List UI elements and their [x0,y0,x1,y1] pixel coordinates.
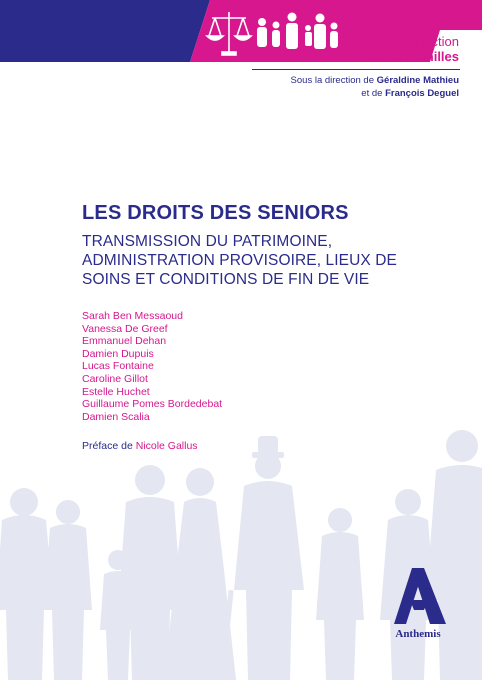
author-name: Estelle Huchet [82,385,150,398]
author-name: Damien Dupuis [82,347,154,360]
editor-name: Géraldine Mathieu [376,75,459,86]
subtitle-line: TRANSMISSION DU PATRIMOINE, [82,233,333,250]
author-name: Damien Scalia [82,410,150,423]
preface-prefix: Préface de [82,440,136,452]
collection-name: Droit et Familles [357,49,459,64]
editorial-direction [291,74,459,100]
subtitle-line: ADMINISTRATION PROVISOIRE, LIEUX DE [82,252,397,269]
publisher-name: Anthemis [395,628,441,640]
subtitle-line: SOINS ET CONDITIONS DE FIN DE VIE [82,271,370,288]
author-name: Sarah Ben Messaoud [82,310,183,322]
book-subtitle [82,232,432,289]
author-name: Caroline Gillot [82,372,148,385]
collection-block [358,34,459,64]
author-name: Guillaume Pomes Bordedebat [82,398,223,411]
author-list [82,310,222,423]
editor-name: François Deguel [385,88,459,99]
header-divider [252,69,460,70]
author-name: Vanessa De Greef [82,322,168,335]
direction-line-1: Sous la direction de Géraldine Mathieu [290,75,459,86]
direction-line-2: et de François Deguel [361,88,459,99]
author-name: Emmanuel Dehan [82,335,167,348]
author-name: Lucas Fontaine [82,360,154,373]
preface-author: Nicole Gallus [135,440,198,452]
collection-label: Collection [401,34,459,49]
book-title: LES DROITS DES SENIORS [82,202,349,224]
